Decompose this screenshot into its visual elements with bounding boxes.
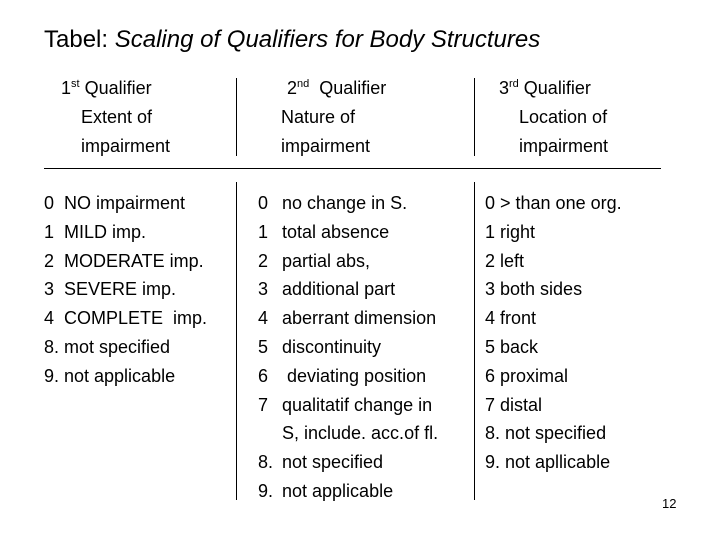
item-code: 4 bbox=[44, 308, 55, 329]
item-code: 1 bbox=[258, 221, 269, 242]
header-third-qualifier bbox=[499, 74, 608, 161]
list-item: 9. not apllicable bbox=[485, 452, 611, 473]
list-item bbox=[44, 218, 207, 247]
item-code: 5 bbox=[258, 336, 269, 357]
header-line2: Extent of bbox=[81, 107, 153, 127]
list-item bbox=[258, 189, 438, 218]
list-item bbox=[258, 247, 438, 276]
slide-title bbox=[44, 26, 540, 54]
list-item: 4 front bbox=[485, 308, 537, 329]
header-ordinal: 1 bbox=[61, 78, 72, 98]
item-text: deviating position bbox=[282, 365, 427, 386]
list-item bbox=[258, 333, 438, 362]
title-italic: Scaling of Qualifiers for Body Structures bbox=[114, 26, 541, 53]
list-item: 1 right bbox=[485, 221, 536, 242]
list-item: 8. not specified bbox=[485, 423, 607, 444]
second-qualifier-list bbox=[258, 189, 438, 506]
list-item bbox=[258, 448, 438, 477]
header-line3: impairment bbox=[519, 136, 609, 156]
item-text: partial abs, bbox=[282, 250, 371, 271]
header-ordinal: 3 bbox=[499, 78, 510, 98]
column-divider-1 bbox=[236, 182, 237, 500]
item-text: not applicable bbox=[64, 365, 176, 386]
item-text: SEVERE imp. bbox=[64, 279, 177, 300]
first-qualifier-list bbox=[44, 189, 207, 391]
item-text: qualitatif change in bbox=[282, 394, 433, 415]
list-item bbox=[258, 218, 438, 247]
item-code bbox=[258, 419, 282, 448]
list-item: 0 > than one org. bbox=[485, 193, 622, 213]
item-code: 3 bbox=[258, 279, 269, 300]
list-item: 6 proximal bbox=[485, 365, 569, 386]
list-item bbox=[44, 362, 207, 391]
header-label: Qualifier bbox=[79, 78, 152, 98]
item-code: 7 bbox=[258, 394, 269, 415]
list-item bbox=[44, 333, 207, 362]
item-code: 8. bbox=[44, 336, 60, 357]
item-text: additional part bbox=[282, 279, 396, 300]
list-item bbox=[44, 275, 207, 304]
item-code: 3 bbox=[44, 279, 55, 300]
third-qualifier-list bbox=[485, 189, 622, 477]
column-divider-1-top bbox=[236, 78, 237, 156]
header-label: Qualifier bbox=[518, 78, 591, 98]
item-code: 2 bbox=[258, 250, 269, 271]
header-label: Qualifier bbox=[309, 78, 387, 98]
list-item: 5 back bbox=[485, 336, 539, 357]
list-item bbox=[44, 247, 207, 276]
item-text: discontinuity bbox=[282, 336, 382, 357]
header-ordinal-suffix: rd bbox=[509, 78, 519, 90]
item-text: S, include. acc.of fl. bbox=[282, 423, 439, 444]
list-item bbox=[258, 419, 438, 448]
item-code: 1 bbox=[44, 221, 55, 242]
header-divider bbox=[44, 168, 661, 169]
list-item: 3 both sides bbox=[485, 279, 583, 300]
header-first-qualifier bbox=[61, 74, 170, 161]
header-line2: Nature of bbox=[281, 107, 356, 127]
header-line2: Location of bbox=[519, 107, 608, 127]
item-text: aberrant dimension bbox=[282, 308, 437, 329]
item-text: MODERATE imp. bbox=[64, 250, 204, 271]
title-prefix: Tabel: bbox=[44, 26, 115, 53]
header-ordinal-suffix: st bbox=[71, 78, 80, 90]
list-item bbox=[44, 189, 207, 218]
column-divider-2 bbox=[474, 182, 475, 500]
list-item bbox=[44, 304, 207, 333]
item-code: 6 bbox=[258, 365, 269, 386]
item-code: 0 bbox=[44, 193, 55, 213]
list-item bbox=[258, 477, 438, 506]
list-item: 7 distal bbox=[485, 394, 543, 415]
item-text: total absence bbox=[282, 221, 390, 242]
list-item bbox=[258, 391, 438, 420]
list-item: 2 left bbox=[485, 250, 525, 271]
page-number: 12 bbox=[662, 496, 677, 511]
list-item bbox=[258, 304, 438, 333]
item-text: not specified bbox=[282, 452, 384, 473]
item-code: 9. bbox=[258, 480, 274, 501]
header-line3: impairment bbox=[81, 136, 171, 156]
header-ordinal: 2 bbox=[287, 78, 298, 98]
item-text: NO impairment bbox=[64, 193, 186, 213]
header-line3: impairment bbox=[281, 136, 371, 156]
item-text: not applicable bbox=[282, 480, 394, 501]
column-divider-2-top bbox=[474, 78, 475, 156]
item-code: 8. bbox=[258, 452, 274, 473]
header-ordinal-suffix: nd bbox=[297, 78, 310, 90]
item-text: mot specified bbox=[64, 336, 171, 357]
list-item bbox=[258, 362, 438, 391]
list-item bbox=[258, 275, 438, 304]
item-code: 4 bbox=[258, 308, 269, 329]
item-text: COMPLETE imp. bbox=[64, 308, 208, 329]
item-text: no change in S. bbox=[282, 193, 408, 213]
header-second-qualifier bbox=[281, 74, 387, 161]
item-code: 9. bbox=[44, 365, 60, 386]
item-code: 0 bbox=[258, 193, 269, 213]
item-code: 2 bbox=[44, 250, 55, 271]
item-text: MILD imp. bbox=[64, 221, 147, 242]
